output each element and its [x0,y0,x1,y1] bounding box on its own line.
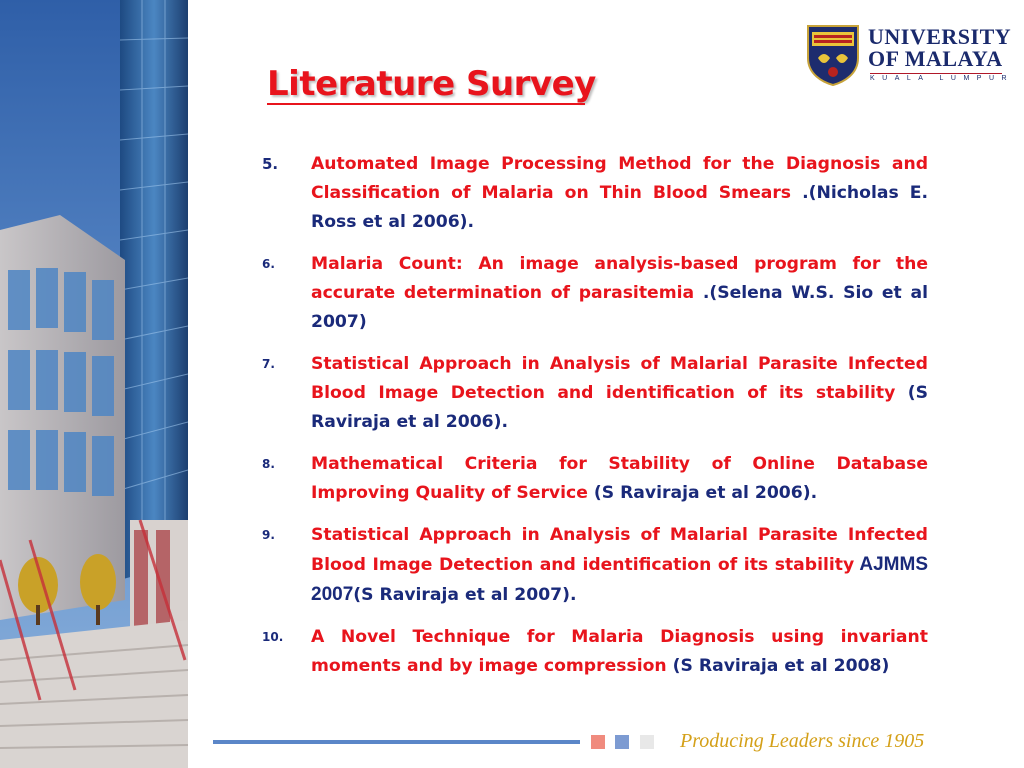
reference-title: Malaria Count: An image analysis-based program for the accurate determination of parasitemia [311,254,928,303]
footer-bar [213,740,580,744]
university-logo [806,24,1015,88]
reference-citation: (S Raviraja et al 2007). [353,585,577,605]
footer-square-red [591,735,605,749]
reference-number: 9. [262,528,275,542]
reference-citation: (S Raviraja et al 2006). [587,483,818,503]
reference-item [262,350,928,437]
reference-title: Statistical Approach in Analysis of Malarial Parasite Infected Blood Image Detection and identification of its stability [311,525,928,575]
crest-icon [806,24,860,86]
reference-number: 5. [262,155,279,173]
reference-number: 10. [262,630,284,644]
reference-citation: (S Raviraja et al 2006). [311,383,929,432]
title-underline [267,103,585,105]
footer-square-grey [640,735,654,749]
reference-item [262,521,928,610]
building-photo [0,0,188,768]
reference-number: 6. [262,257,275,271]
reference-item [262,150,928,237]
reference-title: Statistical Approach in Analysis of Malarial Parasite Infected Blood Image Detection and identification of its stability [311,354,928,403]
reference-citation: .(Selena W.S. Sio et al 2007) [311,283,928,332]
logo-subline: KUALA LUMPUR [870,75,1015,82]
footer-square-blue [615,735,629,749]
page-title: Literature Survey [267,64,596,104]
logo-line-university: UNIVERSITY [868,24,1012,49]
reference-title: Automated Image Processing Method for the Diagnosis and Classification of Malaria on Thin Blood Smears [311,154,928,203]
reference-item [262,623,928,681]
reference-item [262,250,928,337]
reference-title: Mathematical Criteria for Stability of Online Database Improving Quality of Service [311,454,928,503]
reference-title: A Novel Technique for Malaria Diagnosis using invariant moments and by image compression [311,627,928,676]
reference-number: 7. [262,357,275,371]
logo-line-of-malaya: OF MALAYA [868,46,1003,71]
reference-number: 8. [262,457,275,471]
reference-citation: .(Nicholas E. Ross et al 2006). [311,183,928,232]
footer-tagline: Producing Leaders since 1905 [680,730,925,752]
reference-journal: AJMMS 2007 [311,554,928,605]
reference-item [262,450,928,508]
reference-list [262,150,928,694]
reference-citation: (S Raviraja et al 2008) [666,656,890,676]
